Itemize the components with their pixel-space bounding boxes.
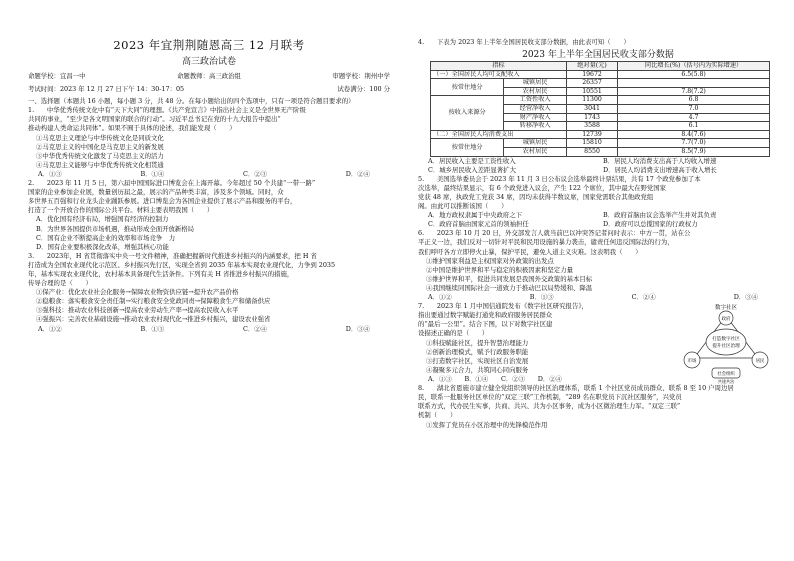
q5-stem-line: 5. 美国选举委员会于 2023 年 11 月 3 日公布议会选举最终计票结果，共有 17 个政党参加了本 — [418, 174, 701, 183]
q8-item: ①发挥了党员在小区治理中的先锋模范作用 — [426, 420, 548, 429]
col-header-amount: 绝对量(元) — [566, 62, 617, 71]
exam-subtitle: 高三政治试卷 — [181, 57, 236, 67]
q8-stem-line: 8. 湖北省恩施市建立健全党组织领导的社区治理体系，联系 1 个社区党员成员群众、联系 8 至 10 户周边居 — [418, 384, 734, 393]
q3-option-a[interactable]: A．①② — [38, 324, 62, 333]
q7-stem-line: 7. 2023 年 1 月中国信通院发布《数字社区研究报告》， — [418, 302, 588, 311]
col-header-indicator: 指标 — [431, 62, 567, 71]
q1-item: ①马克思主义理论与中华传统文化是同质文化 — [36, 133, 164, 142]
q2-stem-line: 国家的企业参加企业展，数量创历届之最，展示的产品种类丰富，涉及多个领域。同时，众 — [28, 188, 284, 197]
diagram-node-label: 居民 — [755, 359, 765, 365]
table-row: （一）全国居民人均可支配收入 19672 6.5(5.8) — [431, 70, 770, 79]
q7-option-c[interactable]: C．②③ — [500, 374, 526, 383]
table-row: （二）全国居民人均消费支出 12739 8.4(7.6) — [431, 130, 770, 139]
exam-title: 2023 年宜荆荆随恩高三 12 月联考 — [113, 38, 305, 52]
q6-options — [418, 293, 778, 302]
q2-option-b[interactable]: B．为世界各国提供市场机遇，推动形成全面开放新格局 — [36, 224, 195, 233]
q3-item: ①保产业：优化农业社会化服务→保障农业物资供应链→提升农产品价格 — [36, 288, 239, 297]
q3-option-c[interactable]: C．②④ — [242, 324, 268, 333]
meta-time: 考试时间：2023 年 12 月 27 日下午 14：30-17：05 — [28, 85, 185, 94]
q7-item: ①科技赋能社区，提升智慧治理能力 — [426, 338, 529, 347]
table-row: 按常住地分 城镇居民 15810 7.7(7.0) — [431, 139, 770, 148]
table-row: 农村居民 10551 7.8(7.2) — [431, 87, 770, 96]
q1-stem-line: 共同的事业，“至少是各文明国家的联合的行动”。习近平总书记在党的十九大报告中提出“ — [28, 115, 281, 124]
q3-stem-line: 传导合理的是（ ） — [28, 279, 92, 288]
q6-item: ③维护世界和平，促进共同发展是我国外交政策的基本目标 — [426, 274, 593, 283]
diagram-title: 数字社区 — [714, 305, 738, 312]
q3-item: ④强振兴：完善农业基础设施→推动农业农村现代化→推进乡村振兴，建设农业强省 — [36, 315, 271, 324]
question-2 — [28, 179, 390, 252]
q3-option-b[interactable]: B．①③ — [140, 324, 165, 333]
q5-option-a[interactable]: A．地方政权隶属于中央政府之下 — [428, 211, 523, 220]
q3-stem-line: 年，基本实现农业现代化，农村基本具备现代生活条件。下列有关 H 省推进乡村振兴的措施， — [28, 269, 294, 278]
left-column — [28, 0, 390, 334]
question-8 — [418, 384, 778, 429]
q4-option-a[interactable]: A．居民收入主要是工资性收入 — [428, 156, 516, 165]
table-row: 财产净收入 1743 4.7 — [431, 113, 770, 122]
q6-option-c[interactable]: C．②④ — [631, 293, 656, 302]
q7-options — [418, 375, 672, 384]
meta-row-1 — [28, 72, 390, 81]
q6-stem-line: 6. 2023 年 10 月 20 日，外交部发言人就当前巴以冲突答记者问时表示：中方一贯，站在公 — [418, 229, 691, 238]
question-1 — [28, 106, 390, 179]
q1-item: ④马克思主义能够与中华优秀传统文化相贯通 — [36, 160, 164, 169]
table-header-row — [431, 62, 770, 71]
q5-option-c[interactable]: C．政府首脑由国家元首的领袖担任 — [428, 220, 529, 229]
q7-stem-line: 设描述正确的是（ ） — [418, 329, 489, 338]
question-4 — [418, 38, 778, 175]
q5-option-d[interactable]: D．政府可以总揽国家的行政权力 — [603, 220, 698, 229]
q6-option-d[interactable]: D．③④ — [733, 293, 758, 302]
q7-stem-line: 指出要通过数字赋能打通党和政府服务居民群众 — [418, 311, 553, 320]
q7-option-a[interactable]: A．①③ — [428, 374, 452, 383]
q3-options — [28, 325, 390, 334]
q6-stem-line: 平正义一边，我们反对一切针对平民和民用设施的暴力袭击，谴责任何违反国际法的行为， — [418, 238, 674, 247]
q1-stem-line: 1. 中华优秀传统文化中有“天下大同”的理想。《共产党宣言》中指出社会主义是全世界无产阶级 — [28, 106, 306, 115]
q6-item: ④我国继续同国际社会一道致力于推动巴以局势缓和、降温 — [426, 283, 593, 292]
diagram-bottom-label: 共建共治 — [717, 379, 735, 385]
q2-stem-line: 打造了一个开放合作的国际公共平台。材料主要表明我国（ ） — [28, 206, 214, 215]
q7-item: ③打造数字社区，实现社区自治发展 — [426, 356, 529, 365]
q5-stem-line: 次选举，最终结果显示，有 6 个政党进入议会，产生 122 个席位，其中最大在野党国家 — [418, 183, 667, 192]
q6-option-a[interactable]: A．①② — [428, 293, 452, 302]
q8-stem-line: 民，联系一批服务社区单位的“双定三联”工作机制，“289 名在职党员下沉社区服务”，兴党员 — [418, 393, 682, 402]
q6-option-b[interactable]: B．①③ — [529, 293, 554, 302]
q5-option-b[interactable]: B．政府首脑由议会选举产生并对其负责 — [603, 211, 717, 220]
q1-option-a[interactable]: A．①③ — [38, 169, 62, 178]
meta-score: 试卷满分：100 分 — [337, 85, 390, 94]
diagram-center-ellipse — [706, 329, 746, 355]
diagram-center-label: 打造数字社区 — [712, 337, 740, 343]
q2-option-c[interactable]: C．国有企业不断提高企业的效率和市场竞争 力 — [36, 233, 176, 242]
q4-option-c[interactable]: C．城乡居民收入差距显著扩大 — [428, 165, 516, 174]
diagram-node-label: 市场 — [687, 359, 697, 365]
q1-option-d[interactable]: D．②④ — [345, 169, 370, 178]
q8-stem-line: 联系方式，代办民生实事，共商、共兴、共为小区事务，成为小区微治理生力军。“双定三联” — [418, 402, 681, 411]
q1-stem-line: 推动构建人类命运共同体”。如果不囿于具体的论述，我们能发现（ ） — [28, 124, 236, 133]
q2-option-a[interactable]: A．优化国有经济布局，增强国有经济的控制力 — [36, 215, 169, 224]
q4-data-table — [430, 61, 770, 157]
diagram-node-label: 社会组织 — [717, 372, 735, 378]
q7-item: ④凝聚多元合力，共筑同心同向服务 — [426, 365, 529, 374]
meta-reviewer: 审题学校：荆州中学 — [332, 72, 390, 80]
q1-option-c[interactable]: C．②③ — [242, 169, 268, 178]
meta-teacher: 命题教师：高三政治组 — [177, 72, 241, 80]
q3-item: ②稳粮食：落实粮食安全责任制→实行粮食安全党政同责→保障粮食生产和储备供应 — [36, 297, 271, 306]
diagram-node-label: 政府 — [721, 317, 731, 323]
q1-option-b[interactable]: B．①④ — [140, 169, 165, 178]
table-row: 按常住地分 城镇居民 26357 — [431, 79, 770, 88]
section-intro: 一、选择题（本题共 16 小题，每小题 3 分，共 48 分。在每小题给出的四个选项中，只有一项是符合题目要求的） — [28, 97, 355, 106]
question-5 — [418, 175, 778, 230]
q2-stem-line: 多世界五百强和行业龙头企业踊跃参展。进口博览会为各国企业提供了展示产品和服务的平台， — [28, 197, 297, 206]
meta-school: 命题学校：宜昌一中 — [28, 72, 86, 80]
q8-stem-line: 机制（ ） — [418, 411, 457, 420]
q4-option-b[interactable]: B．居民人均消费支出高于人均收入增速 — [603, 156, 717, 165]
q1-item: ③中华优秀传统文化激发了马克思主义的活力 — [36, 151, 164, 160]
right-column — [418, 38, 778, 430]
q5-options — [418, 211, 778, 229]
q4-options — [418, 157, 778, 175]
table-row: 转移净收入 3588 6.1 — [431, 122, 770, 131]
table-row: 农村居民 8550 8.5(7.9) — [431, 148, 770, 157]
q3-stem-line: 3. 2023年，H 省贯彻落实中央一号文件精神，准确把握新时代推进乡村振兴的内涵要求，把 H 省 — [28, 251, 317, 260]
q4-stem: 4. 下表为 2023 年上半年全国居民收支部分数据，由此表可知（ ） — [418, 38, 630, 46]
q7-stem-line: 的“最后一公里”。结合下图，以下对数字社区建 — [418, 320, 553, 329]
q3-option-d[interactable]: D．③④ — [345, 324, 370, 333]
digital-community-diagram — [678, 302, 774, 384]
q6-item: ①维护国家利益是主权国家对外政策的出发点 — [426, 256, 554, 265]
table-row: 按收入来源分 工资性收入 11300 6.8 — [431, 96, 770, 105]
q7-option-b[interactable]: B．①④ — [464, 374, 489, 383]
q4-option-d[interactable]: D．居民人均消费支出增速高于收入增长 — [603, 165, 717, 174]
question-6 — [418, 229, 778, 302]
col-header-growth: 同比增长(%)（括号内为实际增速） — [618, 62, 770, 71]
q4-table-title: 2023 年上半年全国居民收支部分数据 — [522, 50, 674, 61]
diagram-center-label: 提升社区治理 — [712, 344, 740, 350]
question-3 — [28, 252, 390, 334]
q6-stem-line: 我们呼吁各方立即停火止暴，保护平民，避免人道主义灾难。这表明我（ ） — [418, 247, 642, 256]
q6-item: ②中国是维护世界和平与稳定的积极因素和坚定力量 — [426, 265, 573, 274]
table-row: 经营净收入 3041 7.0 — [431, 105, 770, 114]
q7-item: ②创新治理模式，赋予行政服务职能 — [426, 347, 529, 356]
q2-stem-line: 2. 2023 年 11 月 5 日，第六届中国国际进口博览会在上海开幕。今年超过 50 个共建“一带一路” — [28, 179, 316, 188]
q1-options — [28, 170, 390, 179]
q7-option-d[interactable]: D．②④ — [537, 374, 562, 383]
q2-option-d[interactable]: D．国有企业要积极深化改革，增强其核心功能 — [36, 242, 169, 251]
q5-stem-line: 党获 48 席，执政党工党获 34 席，因均未获得半数议席，国家党需联合其他政党组 — [418, 193, 654, 201]
meta-row-2 — [28, 85, 390, 94]
question-7 — [418, 302, 778, 384]
q3-stem-line: 打造成为全国农业现代化示范区、乡村振兴先行区，实现全省到 2035 年基本实现农业现代化，力争到 2035 — [28, 260, 336, 269]
q3-item: ③强科技：推动农业科技创新→提高农业劳动生产率→提高农民收入水平 — [36, 306, 239, 315]
q5-stem-line: 阁。由此可以推断该国（ ） — [418, 202, 508, 211]
q1-item: ②马克思主义的中国化是马克思主义的新发展 — [36, 142, 164, 151]
